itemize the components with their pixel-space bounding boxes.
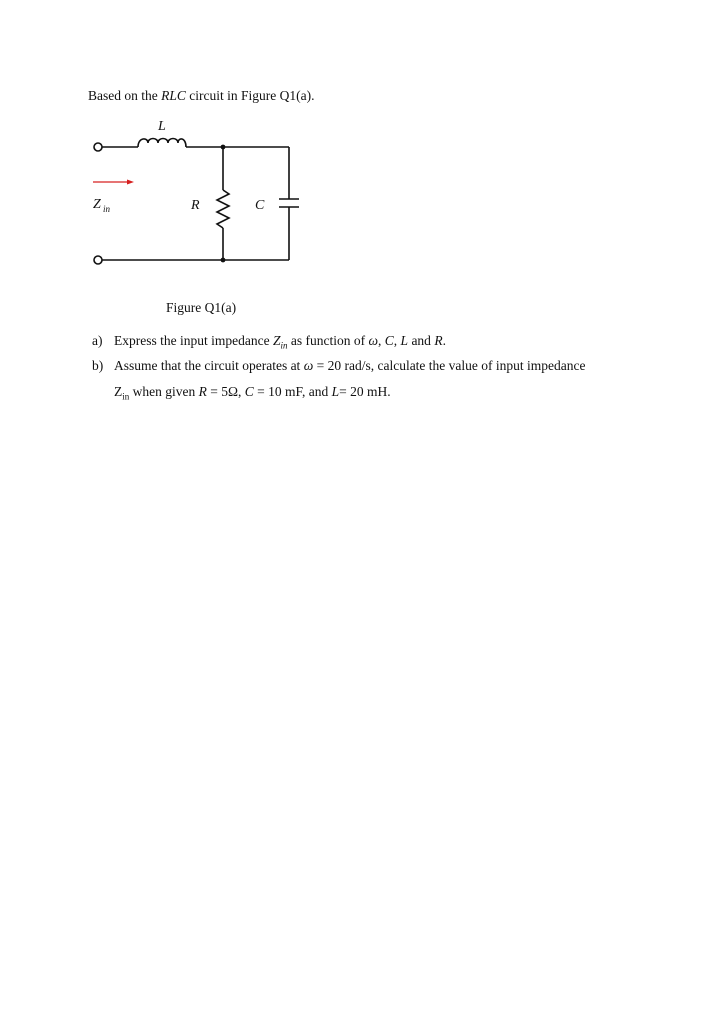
zin-symbol: Z <box>272 333 281 348</box>
label-Z-sub: in <box>103 204 111 214</box>
symbol-R: R <box>198 384 207 399</box>
question-a-text: . <box>442 333 446 348</box>
zin-subscript: in <box>280 340 288 351</box>
node-dot-top <box>221 145 226 150</box>
question-a-text: Express the input impedance <box>114 333 273 348</box>
question-b-line1 <box>92 358 586 374</box>
question-b-label: b) <box>92 358 104 373</box>
omega-symbol: ω <box>303 358 314 373</box>
question-b-text: = 5Ω, <box>206 384 245 399</box>
symbol-L: L <box>400 333 409 348</box>
question-a-text: and <box>408 333 435 348</box>
intro-sentence <box>88 88 314 104</box>
rlc-circuit-diagram <box>80 110 320 275</box>
question-b-text: = 10 mF, and <box>253 384 332 399</box>
question-a-text: as function of <box>287 333 369 348</box>
question-b-text: = 20 mH. <box>339 384 391 399</box>
resistor-zigzag <box>217 190 229 228</box>
terminal-bottom <box>94 256 102 264</box>
label-L: L <box>158 119 166 134</box>
question-b-line2 <box>114 384 391 402</box>
symbol-C: C <box>244 384 254 399</box>
input-arrow-head <box>127 180 134 185</box>
zin-symbol: Z <box>114 384 123 399</box>
circuit-name: RLC <box>161 88 186 103</box>
label-R: R <box>191 198 200 213</box>
figure-caption: Figure Q1(a) <box>166 300 237 315</box>
question-b-text: when given <box>129 384 199 399</box>
separator: , <box>378 333 385 348</box>
label-Z: Z <box>93 197 101 212</box>
inductor-coil <box>138 139 186 148</box>
question-b-text: = 20 rad/s, calculate the value of input impedance <box>313 358 586 373</box>
separator: , <box>393 333 401 348</box>
symbol-R: R <box>434 333 443 348</box>
symbol-L: L <box>331 384 340 399</box>
omega-symbol: ω <box>368 333 379 348</box>
terminal-top <box>94 143 102 151</box>
node-dot-bottom <box>221 258 226 263</box>
symbol-C: C <box>384 333 394 348</box>
zin-subscript: in <box>122 391 130 402</box>
question-a-label: a) <box>92 333 103 348</box>
intro-prefix: Based on the <box>88 88 162 103</box>
question-a <box>92 333 446 351</box>
label-C: C <box>255 198 265 213</box>
intro-suffix: circuit in Figure Q1(a). <box>185 88 315 103</box>
question-b-text: Assume that the circuit operates at <box>114 358 304 373</box>
